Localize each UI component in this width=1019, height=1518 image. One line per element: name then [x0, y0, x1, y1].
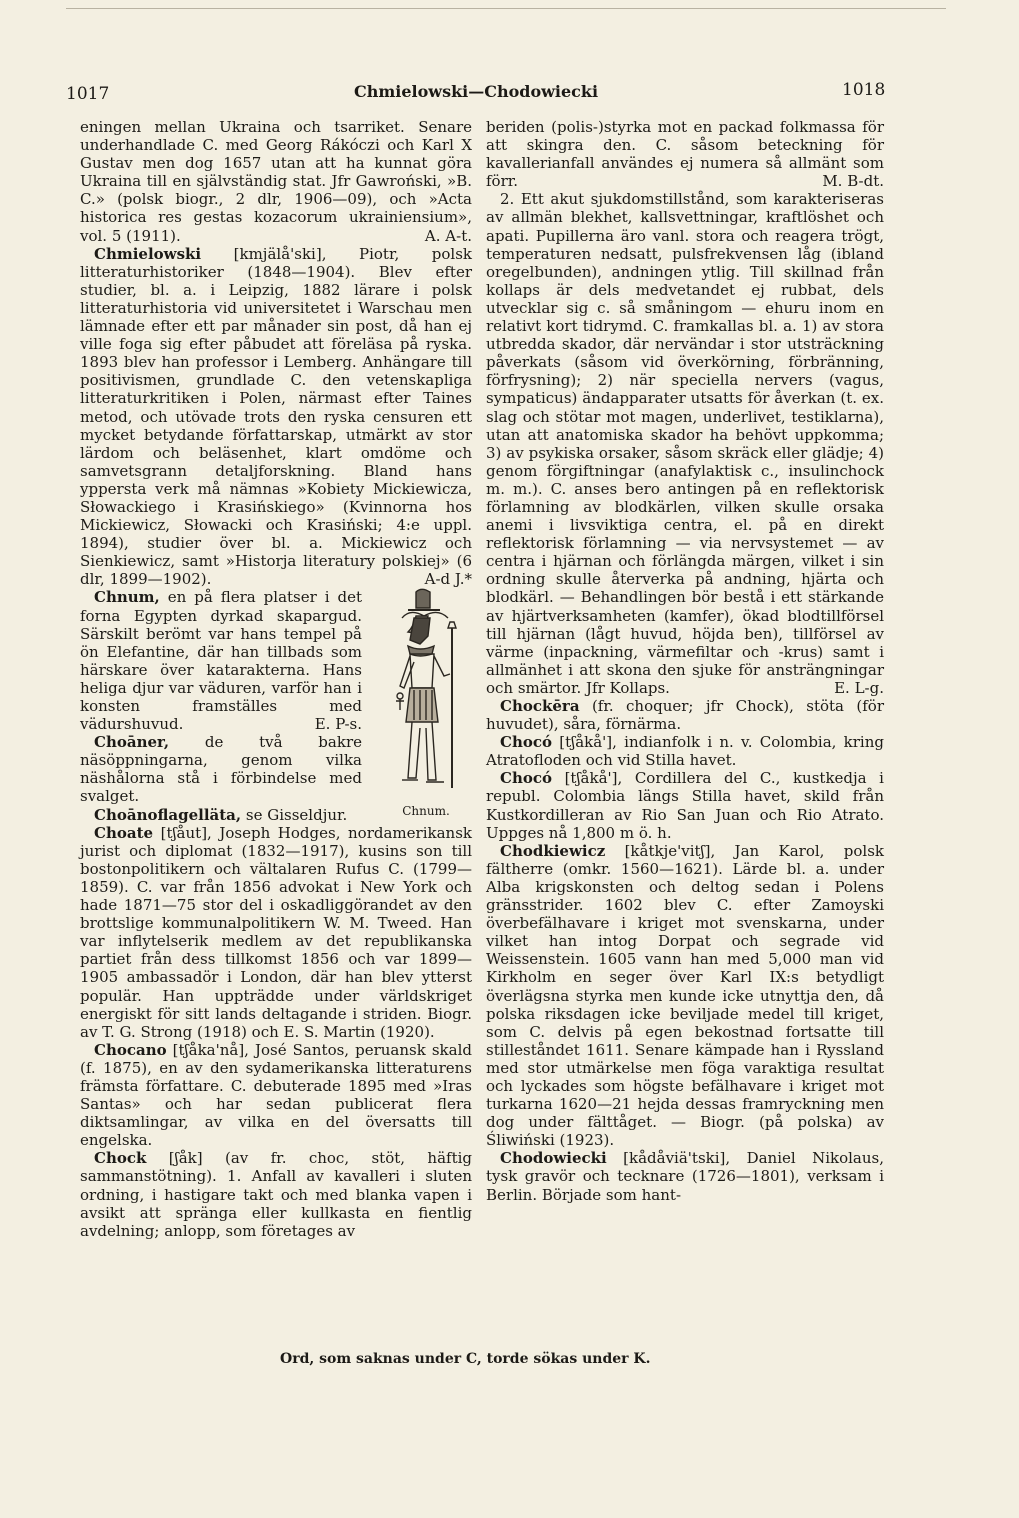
- right-page-number: 1018: [842, 80, 886, 100]
- entry-chodowiecki: Chodowiecki [kådåviä'tski], Daniel Nikolaus, tysk gravör och tecknare (1726—1801), verksam i Berlin. Började som hant-: [486, 1149, 884, 1204]
- signature: E. P-s.: [314, 715, 362, 734]
- entry-continuation: beriden (polis-)styrka mot en packad folkmassa för att skingra den. C. såsom beteckning för kavallerianfall användes ej numera så allmänt som förr. M. B-dt.: [486, 118, 884, 191]
- headword: Chockēra: [500, 697, 580, 715]
- signature: M. B-dt.: [822, 172, 884, 191]
- headword: Chocó: [500, 769, 552, 788]
- headword: Choāner,: [94, 733, 170, 752]
- entry-chnum: Chnum, en på flera platser i det forna Egypten dyrkad skapargud. Särskilt berömt var hans tempel på ön Elefantine, där han tillbads som härskare över katarakterna. Hans heliga djur var väduren, varför han i konsten framställes med vädurshuvud. E. P-s.: [80, 588, 362, 734]
- headword: Chnum,: [94, 588, 160, 607]
- headword: Chocano: [94, 1040, 167, 1059]
- entry-chocano: Chocano [tʃåka'nå], José Santos, peruansk skald (f. 1875), en av den sydamerikanska litteraturens främsta författare. C. debuterade 1895 med »Iras Santas» och har sedan publicerat flera diktsamlingar, av vilka en del översatts till engelska.: [80, 1040, 472, 1150]
- headword: Chodkiewicz: [500, 841, 606, 860]
- entry-chockera: Chockēra (fr. choquer; jfr Chock), stöta (för huvudet), såra, förnärma.: [486, 697, 884, 734]
- headword: Choānoflagelläta,: [94, 805, 242, 824]
- page-header: [66, 78, 892, 108]
- entry-choaner: Choāner, de två bakre näsöppningarna, genom vilka näshålorna stå i förbindelse med svalget.: [80, 733, 362, 806]
- entry-chmielowski: Chmielowski [kmjälå'ski], Piotr, polsk litteraturhistoriker (1848—1904). Blev efter studier, bl. a. i Leipzig, 1882 lärare i polsk litteraturhistoria vid universitetet i Warschau men lämnade efter ett par månader sin post, då han ej ville foga sig efter påbudet att föreläsa på ryska. 1893 blev han professor i Lemberg. Anhängare till positivismen, grundlade C. den vetenskapliga litteraturkritiken i Polen, närmast efter Taines metod, och utövade trots den ryska censuren ett mycket betydande författarskap, utmärkt av stor lärdom och beläsenhet, klart omdöme och samvetsgrann detaljforskning. Bland hans yppersta verk må nämnas »Kobiety Mickiewicza, Słowackiego i Krasińskiego» (Kvinnorna hos Mickiewicz, Słowacki och Krasiński; 4:e uppl. 1894), studier över bl. a. Mickiewicz och Sienkiewicz, samt »Historja literatury polskiej» (6 dlr, 1899—1902). A-d J.*: [80, 244, 472, 589]
- headword: Chocó: [500, 733, 552, 752]
- entry-chodkiewicz: Chodkiewicz [kåtkje'vitʃ], Jan Karol, polsk fältherre (omkr. 1560—1621). Lärde bl. a. under Alba krigskonsten och deltog sedan i Polens gränsstrider. 1602 blev C. efter Zamoyski överbefälhavare i kriget mot svenskarna, under vilket han intog Dorpat och segrade vid Weissenstein. 1605 vann han med 5,000 man vid Kirkholm en seger över Karl IX:s betydligt överlägsna styrka men kunde icke utnyttja den, då polska riksdagen icke beviljade medel till kriget, som C. delvis på egen bekostnad fortsatte till stilleståndet 1611. Senare kämpade han i Ryssland med stor utmärkelse men föga varaktiga resultat och lyckades som högste befälhavare i kriget mot turkarna 1620—21 hejda dessas framryckning men dog under fälttåget. — Biogr. (på polska) av Śliwiński (1923).: [486, 841, 884, 1150]
- entry-choco-people: Chocó [tʃåkå'], indianfolk i n. v. Colombia, kring Atratofloden och vid Stilla havet.: [486, 733, 884, 770]
- signature: E. L-g.: [834, 678, 884, 697]
- running-head: Chmielowski—Chodowiecki: [354, 82, 599, 101]
- page-footer-note: Ord, som saknas under C, torde sökas under K.: [280, 1351, 651, 1367]
- headword: Chmielowski: [94, 244, 202, 263]
- figure-caption: Chnum.: [402, 804, 450, 819]
- headword: Chock: [94, 1149, 147, 1168]
- chnum-block: [80, 588, 472, 823]
- top-rule: [66, 8, 946, 9]
- signature: A-d J.*: [424, 570, 472, 589]
- signature: A. A-t.: [424, 226, 472, 245]
- left-page-number: 1017: [66, 84, 110, 104]
- right-column: [486, 118, 884, 1204]
- entry-choate: Choate [tʃåut], Joseph Hodges, nordamerikansk jurist och diplomat (1832—1917), kusins son till bostonpolitikern och vältalaren Rufus C. (1799—1859). C. var från 1856 advokat i New York och hade 1871—75 stor del i oskadliggörandet av den brottslige kommunalpolitikern W. M. Tweed. Han var inflytelserik medlem av det republikanska partiet från dess tillkomst 1856 och var 1899—1905 ambassadör i London, där han blev ytterst populär. Han uppträdde under världskriget energiskt för sitt lands deltagande i striden. Biogr. av T. G. Strong (1918) och E. S. Martin (1920).: [80, 823, 472, 1041]
- headword: Choate: [94, 823, 154, 842]
- entry-chock: Chock [ʃåk] (av fr. choc, stöt, häftig sammanstötning). 1. Anfall av kavalleri i sluten ordning, i hastigare takt och med blanka vapen i avsikt att spränga eller kullkasta en fientlig avdelning; anlopp, som företages av: [80, 1149, 472, 1240]
- headword: Chodowiecki: [500, 1149, 607, 1168]
- entry-choco-cordillera: Chocó [tʃåkå'], Cordillera del C., kustkedja i republ. Colombia längs Stilla havet, skild från Kustkordilleran av Rio San Juan och Rio Atrato. Uppges nå 1,800 m ö. h.: [486, 769, 884, 842]
- chnum-illustration: [380, 588, 472, 800]
- entry-continuation: eningen mellan Ukraina och tsarriket. Senare underhandlade C. med Georg Rákóczi och Karl X Gustav men dog 1657 utan att ha kunnat göra Ukraina till en självständig stat. Jfr Gawroński, »B. C.» (polsk biogr., 2 dlr, 1906—09), och »Acta historica res gestas kozacorum ukrainiensium», vol. 5 (1911). A. A-t.: [80, 118, 472, 245]
- left-column: [80, 118, 472, 1240]
- entry-choanoflagellata: Choānoflagelläta, se Gisseldjur.: [94, 805, 348, 824]
- chnum-figure: [380, 588, 472, 820]
- entry-chock-2: 2. Ett akut sjukdomstillstånd, som karakteriseras av allmän blekhet, kallsvettningar, kraftlöshet och apati. Pupillerna äro vanl. stora och reagera trögt, temperaturen nedsatt, pulsfrekvensen låg (ibland oregelbunden), andningen ytlig. Till skillnad från kollaps är dels medvetandet ej rubbat, dels utvecklar sig c. så småningom — ehuru inom en relativt kort tidrymd. C. framkallas bl. a. 1) av stora utbredda skador, där nervändar i stor utsträckning påverkats (såsom vid överkörning, förbränning, förfrysning); 2) när speciella nervers (vagus, sympaticus) ändapparater utsatts för åverkan (t. ex. slag och stötar mot magen, underlivet, testiklarna), utan att anatomiska skador ha behövt uppkomma; 3) av psykiska orsaker, såsom skräck eller glädje; 4) genom förgiftningar (anafylaktisk c., insulinchock m. m.). C. anses bero antingen på en reflektorisk förlamning av blodkärlen, vilken skulle orsaka anemi i livsviktiga centra, el. på en direkt reflektorisk förlamning — via nervsystemet — av centra i hjärnan och förlängda märgen, vilket i sin ordning skulle återverka på andning, hjärta och blodkärl. — Behandlingen bör bestå i ett stärkande av hjärtverksamheten (kamfer), ökad blodtillförsel till hjärnan (lågt huvud, höjda ben), tillförsel av värme (inpackning, värmefiltar och -krus) samt i allmänhet i att skona den sjuke för ansträngningar och smärtor. Jfr Kollaps. E. L-g.: [486, 190, 884, 697]
